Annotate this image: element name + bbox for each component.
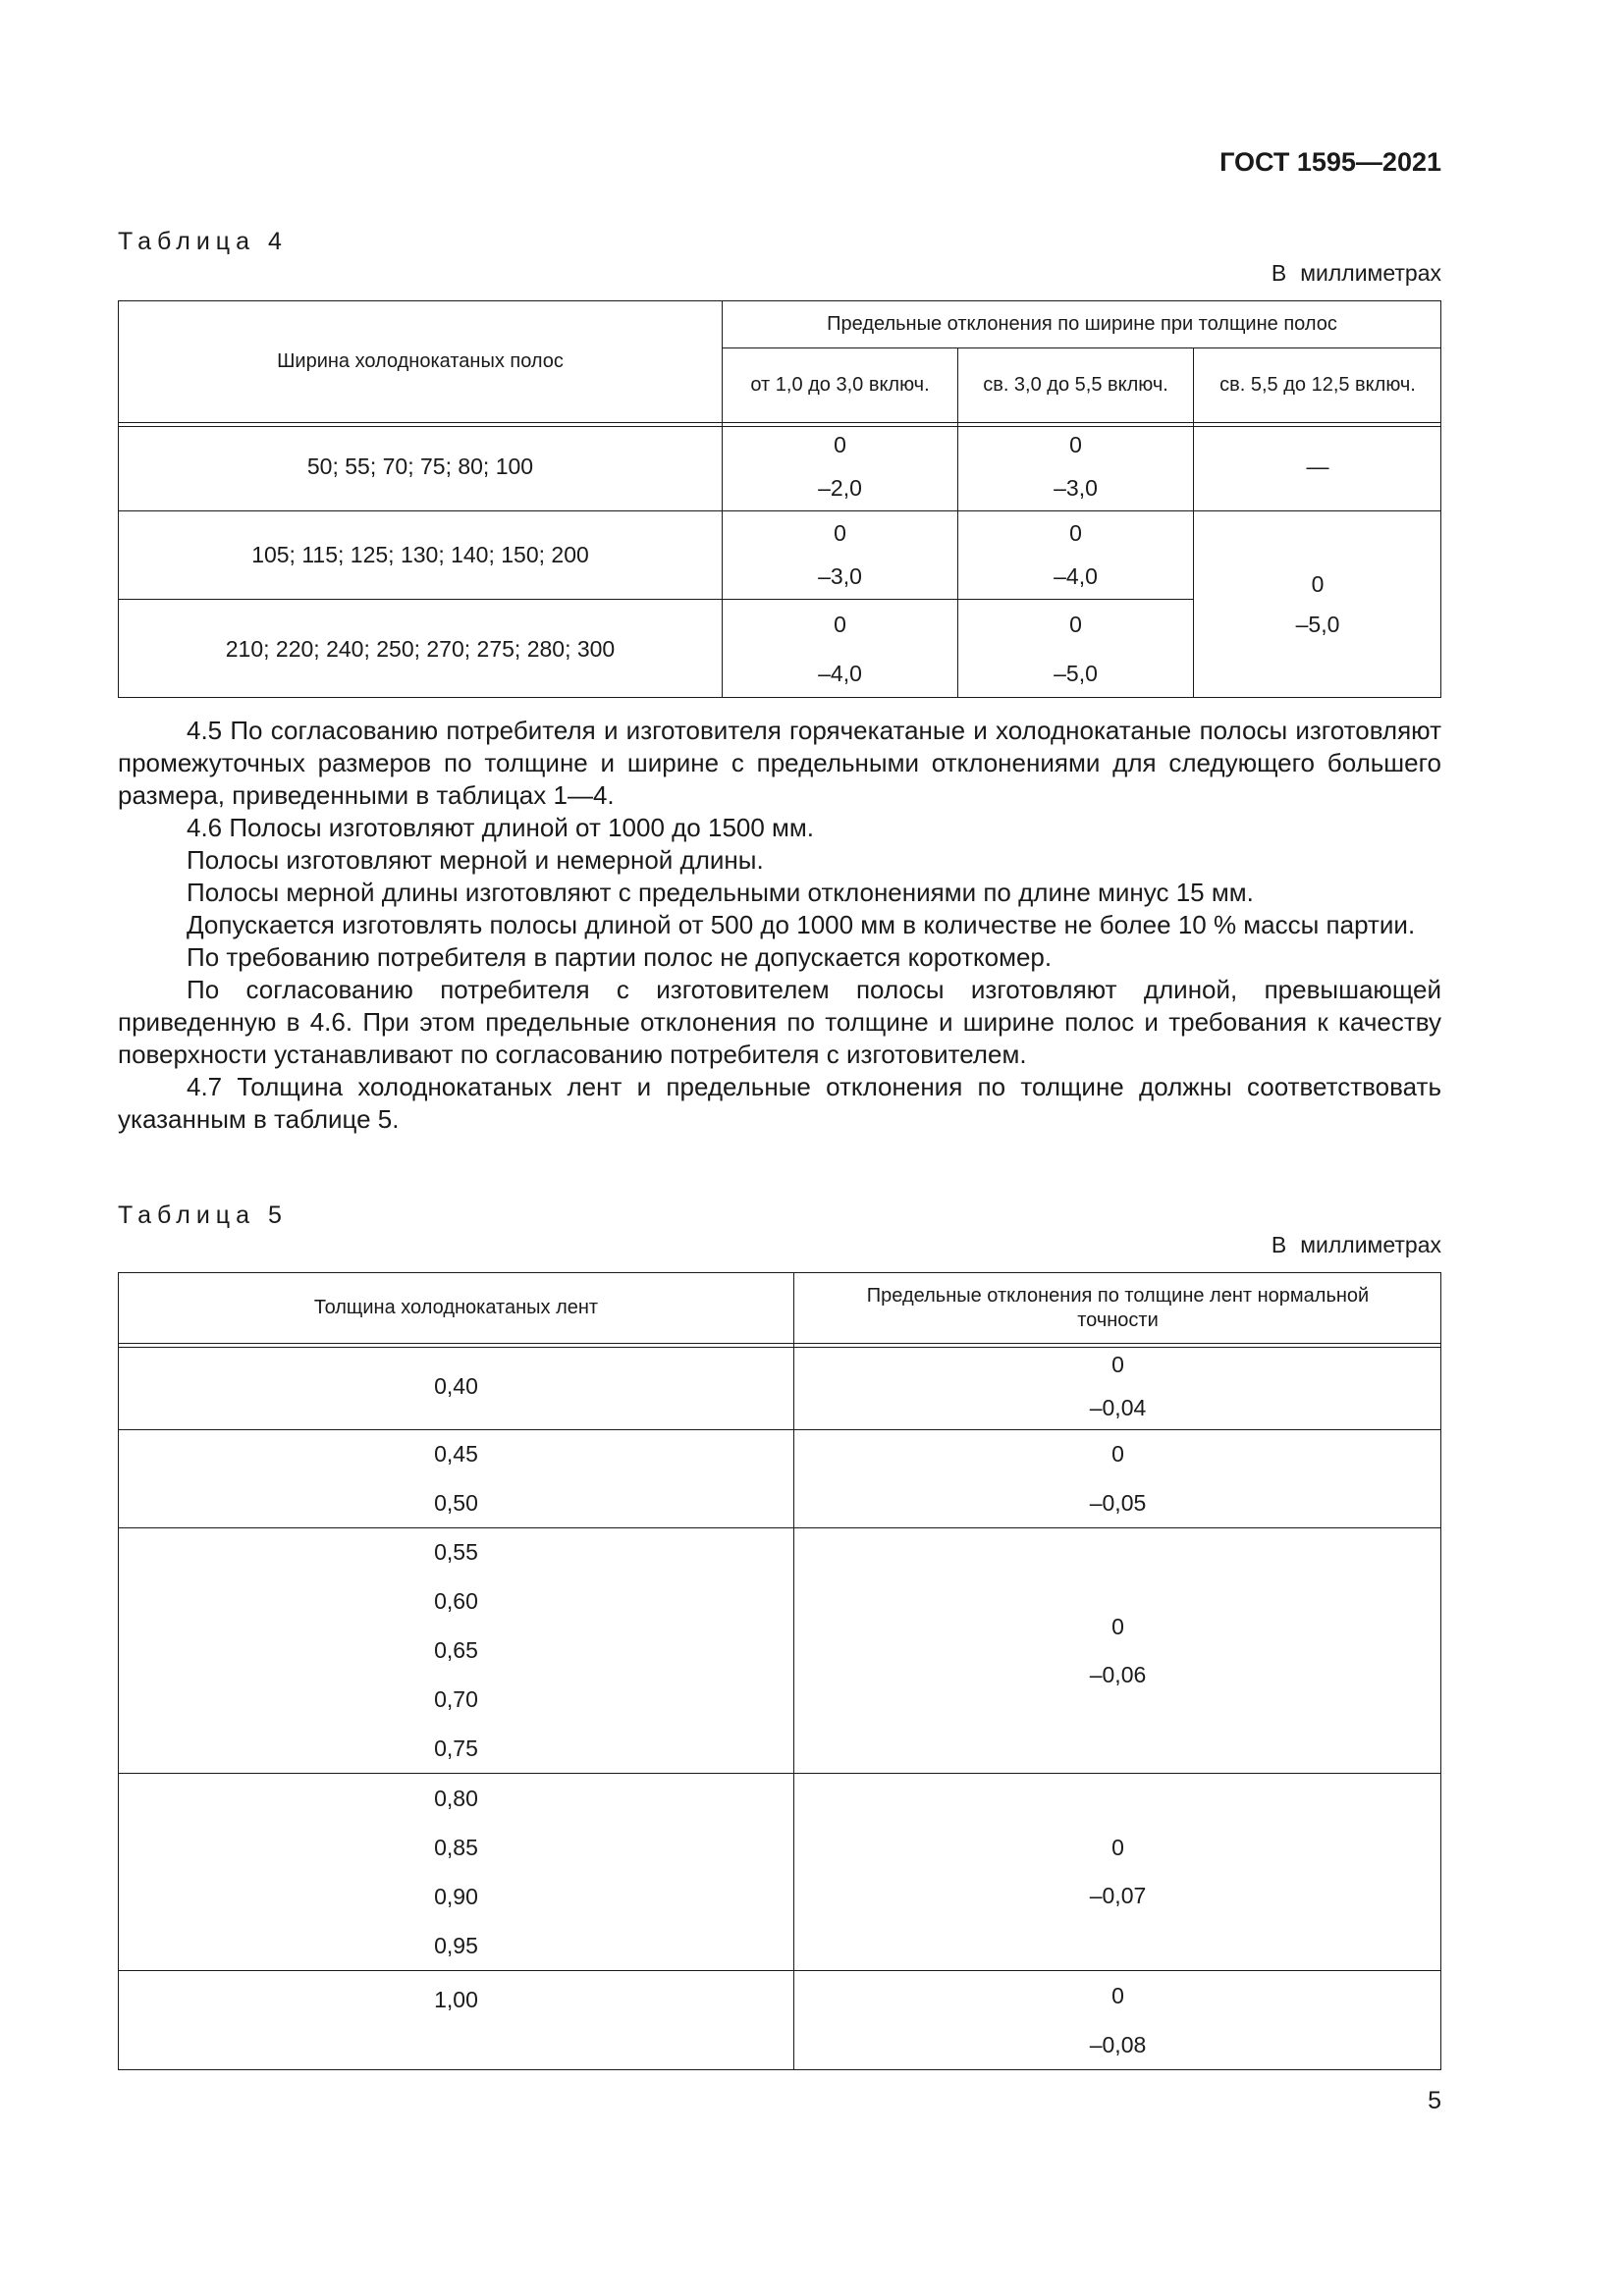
thickness-value: 0,45 (434, 1441, 478, 1468)
table5-group1-thickness (118, 1343, 793, 1429)
table5-col2-header: Предельные отклонения по толщине лент нормальной точности (793, 1272, 1441, 1343)
table4-row2-c1 (722, 510, 957, 599)
table4-row1-c1 (722, 422, 957, 510)
value-upper: 0 (834, 431, 846, 457)
table4-units (1272, 260, 1441, 287)
table5-group3-dev (793, 1527, 1441, 1773)
thickness-value: 0,90 (434, 1883, 478, 1909)
table4-row1-c3: — (1193, 422, 1441, 510)
table5-group2-thickness (118, 1429, 793, 1527)
units-label: миллиметрах (1300, 1232, 1441, 1257)
table4-subheader-3: св. 5,5 до 12,5 включ. (1193, 347, 1441, 422)
table4-subheader-1: от 1,0 до 3,0 включ. (722, 347, 957, 422)
thickness-value: 0,70 (434, 1685, 478, 1712)
value-lower: –3,0 (818, 563, 862, 590)
paragraph: По требованию потребителя в партии полос не допускается короткомер. (187, 942, 1053, 972)
table4-row2-width: 105; 115; 125; 130; 140; 150; 200 (118, 510, 722, 599)
thickness-value: 0,95 (434, 1932, 478, 1958)
paragraph: По согласованию потребителя с изготовителем полосы изготовляют длиной, превышающей приведенную в 4.6. При этом предельные отклонения по толщине и ширине полос и требования к качеству поверхности устанавливают по согласованию потребителя с изготовителем. (118, 975, 1441, 1069)
value-lower: –2,0 (818, 475, 862, 502)
thickness-value: 0,65 (434, 1636, 478, 1663)
value-upper: 0 (1311, 571, 1325, 597)
value-upper: 0 (834, 519, 846, 546)
document-number: ГОСТ 1595—2021 (1219, 147, 1441, 177)
value-lower: –0,08 (1089, 2032, 1147, 2058)
paragraph-4-7: 4.7 Толщина холоднокатаных лент и предельные отклонения по толщине должны соответствовать указанным в таблице 5. (118, 1072, 1441, 1134)
value-lower: –4,0 (1054, 563, 1098, 590)
table5-group3-thickness (118, 1527, 793, 1773)
value-lower: –0,07 (1089, 1883, 1147, 1908)
units-prefix: В (1271, 260, 1287, 286)
value-lower: –3,0 (1054, 475, 1098, 502)
value-upper: 0 (1111, 1613, 1124, 1639)
table5-group4-dev (793, 1773, 1441, 1970)
table5-units (1272, 1232, 1441, 1258)
value-upper: 0 (1069, 519, 1082, 546)
paragraph: Допускается изготовлять полосы длиной от 500 до 1000 мм в количестве не более 10 % массы партии. (187, 910, 1416, 939)
table5-group5-dev (793, 1970, 1441, 2070)
table5-col1-header: Толщина холоднокатаных лент (118, 1272, 793, 1343)
value-upper: 0 (1069, 431, 1082, 457)
value-lower: –4,0 (818, 660, 862, 686)
table4-row2-c2 (957, 510, 1193, 599)
units-prefix: В (1271, 1232, 1287, 1257)
page-number: 5 (1428, 2087, 1441, 2114)
units-label: миллиметрах (1300, 260, 1441, 286)
value-lower: –0,06 (1089, 1661, 1147, 1687)
value-upper: 0 (1111, 1982, 1124, 2008)
table4-row1-width: 50; 55; 70; 75; 80; 100 (118, 422, 722, 510)
table4-row3-c2 (957, 599, 1193, 698)
table5-group5-thickness (118, 1970, 793, 2070)
value-upper: 0 (1111, 1352, 1124, 1378)
thickness-value: 0,85 (434, 1834, 478, 1860)
table4-caption: Таблица 4 (118, 228, 288, 255)
value-upper: 0 (834, 611, 846, 637)
value-upper: 0 (1111, 1441, 1124, 1468)
table4-row3-width: 210; 220; 240; 250; 270; 275; 280; 300 (118, 599, 722, 698)
table5-group1-dev (793, 1343, 1441, 1429)
thickness-value: 0,40 (434, 1373, 478, 1399)
table4-group-header: Предельные отклонения по ширине при толщине полос (722, 300, 1441, 347)
body-text (118, 715, 1441, 1136)
thickness-value: 0,55 (434, 1539, 478, 1566)
paragraph-4-6: 4.6 Полосы изготовляют длиной от 1000 до 1500 мм. (187, 813, 815, 842)
table5 (118, 1272, 1441, 2070)
thickness-value: 1,00 (434, 1987, 478, 2012)
table5-group2-dev (793, 1429, 1441, 1527)
value-lower: –0,04 (1089, 1394, 1147, 1420)
table4-subheader-2: св. 3,0 до 5,5 включ. (957, 347, 1193, 422)
paragraph-4-5: 4.5 По согласованию потребителя и изготовителя горячекатаные и холоднокатаные полосы изготовляют промежуточных размеров по толщине и ширине с предельными отклонениями для следующего большего размера, приведенными в таблицах 1—4. (118, 716, 1441, 810)
value-upper: 0 (1069, 611, 1082, 637)
table5-group4-thickness (118, 1773, 793, 1970)
thickness-value: 0,60 (434, 1588, 478, 1615)
thickness-value: 0,75 (434, 1735, 478, 1761)
thickness-value: 0,80 (434, 1785, 478, 1811)
thickness-value: 0,50 (434, 1489, 478, 1516)
value-upper: 0 (1111, 1835, 1124, 1860)
value-lower: –5,0 (1295, 612, 1340, 637)
table4-col1-header: Ширина холоднокатаных полос (118, 300, 722, 422)
value-lower: –5,0 (1054, 660, 1098, 686)
value-lower: –0,05 (1089, 1489, 1147, 1516)
table4 (118, 300, 1441, 698)
paragraph: Полосы мерной длины изготовляют с предельными отклонениями по длине минус 15 мм. (187, 878, 1254, 907)
table5-caption: Таблица 5 (118, 1201, 288, 1229)
paragraph: Полосы изготовляют мерной и немерной длины. (187, 845, 764, 875)
table4-row3-c1 (722, 599, 957, 698)
table4-c3-merged (1193, 510, 1441, 698)
table4-row1-c2 (957, 422, 1193, 510)
